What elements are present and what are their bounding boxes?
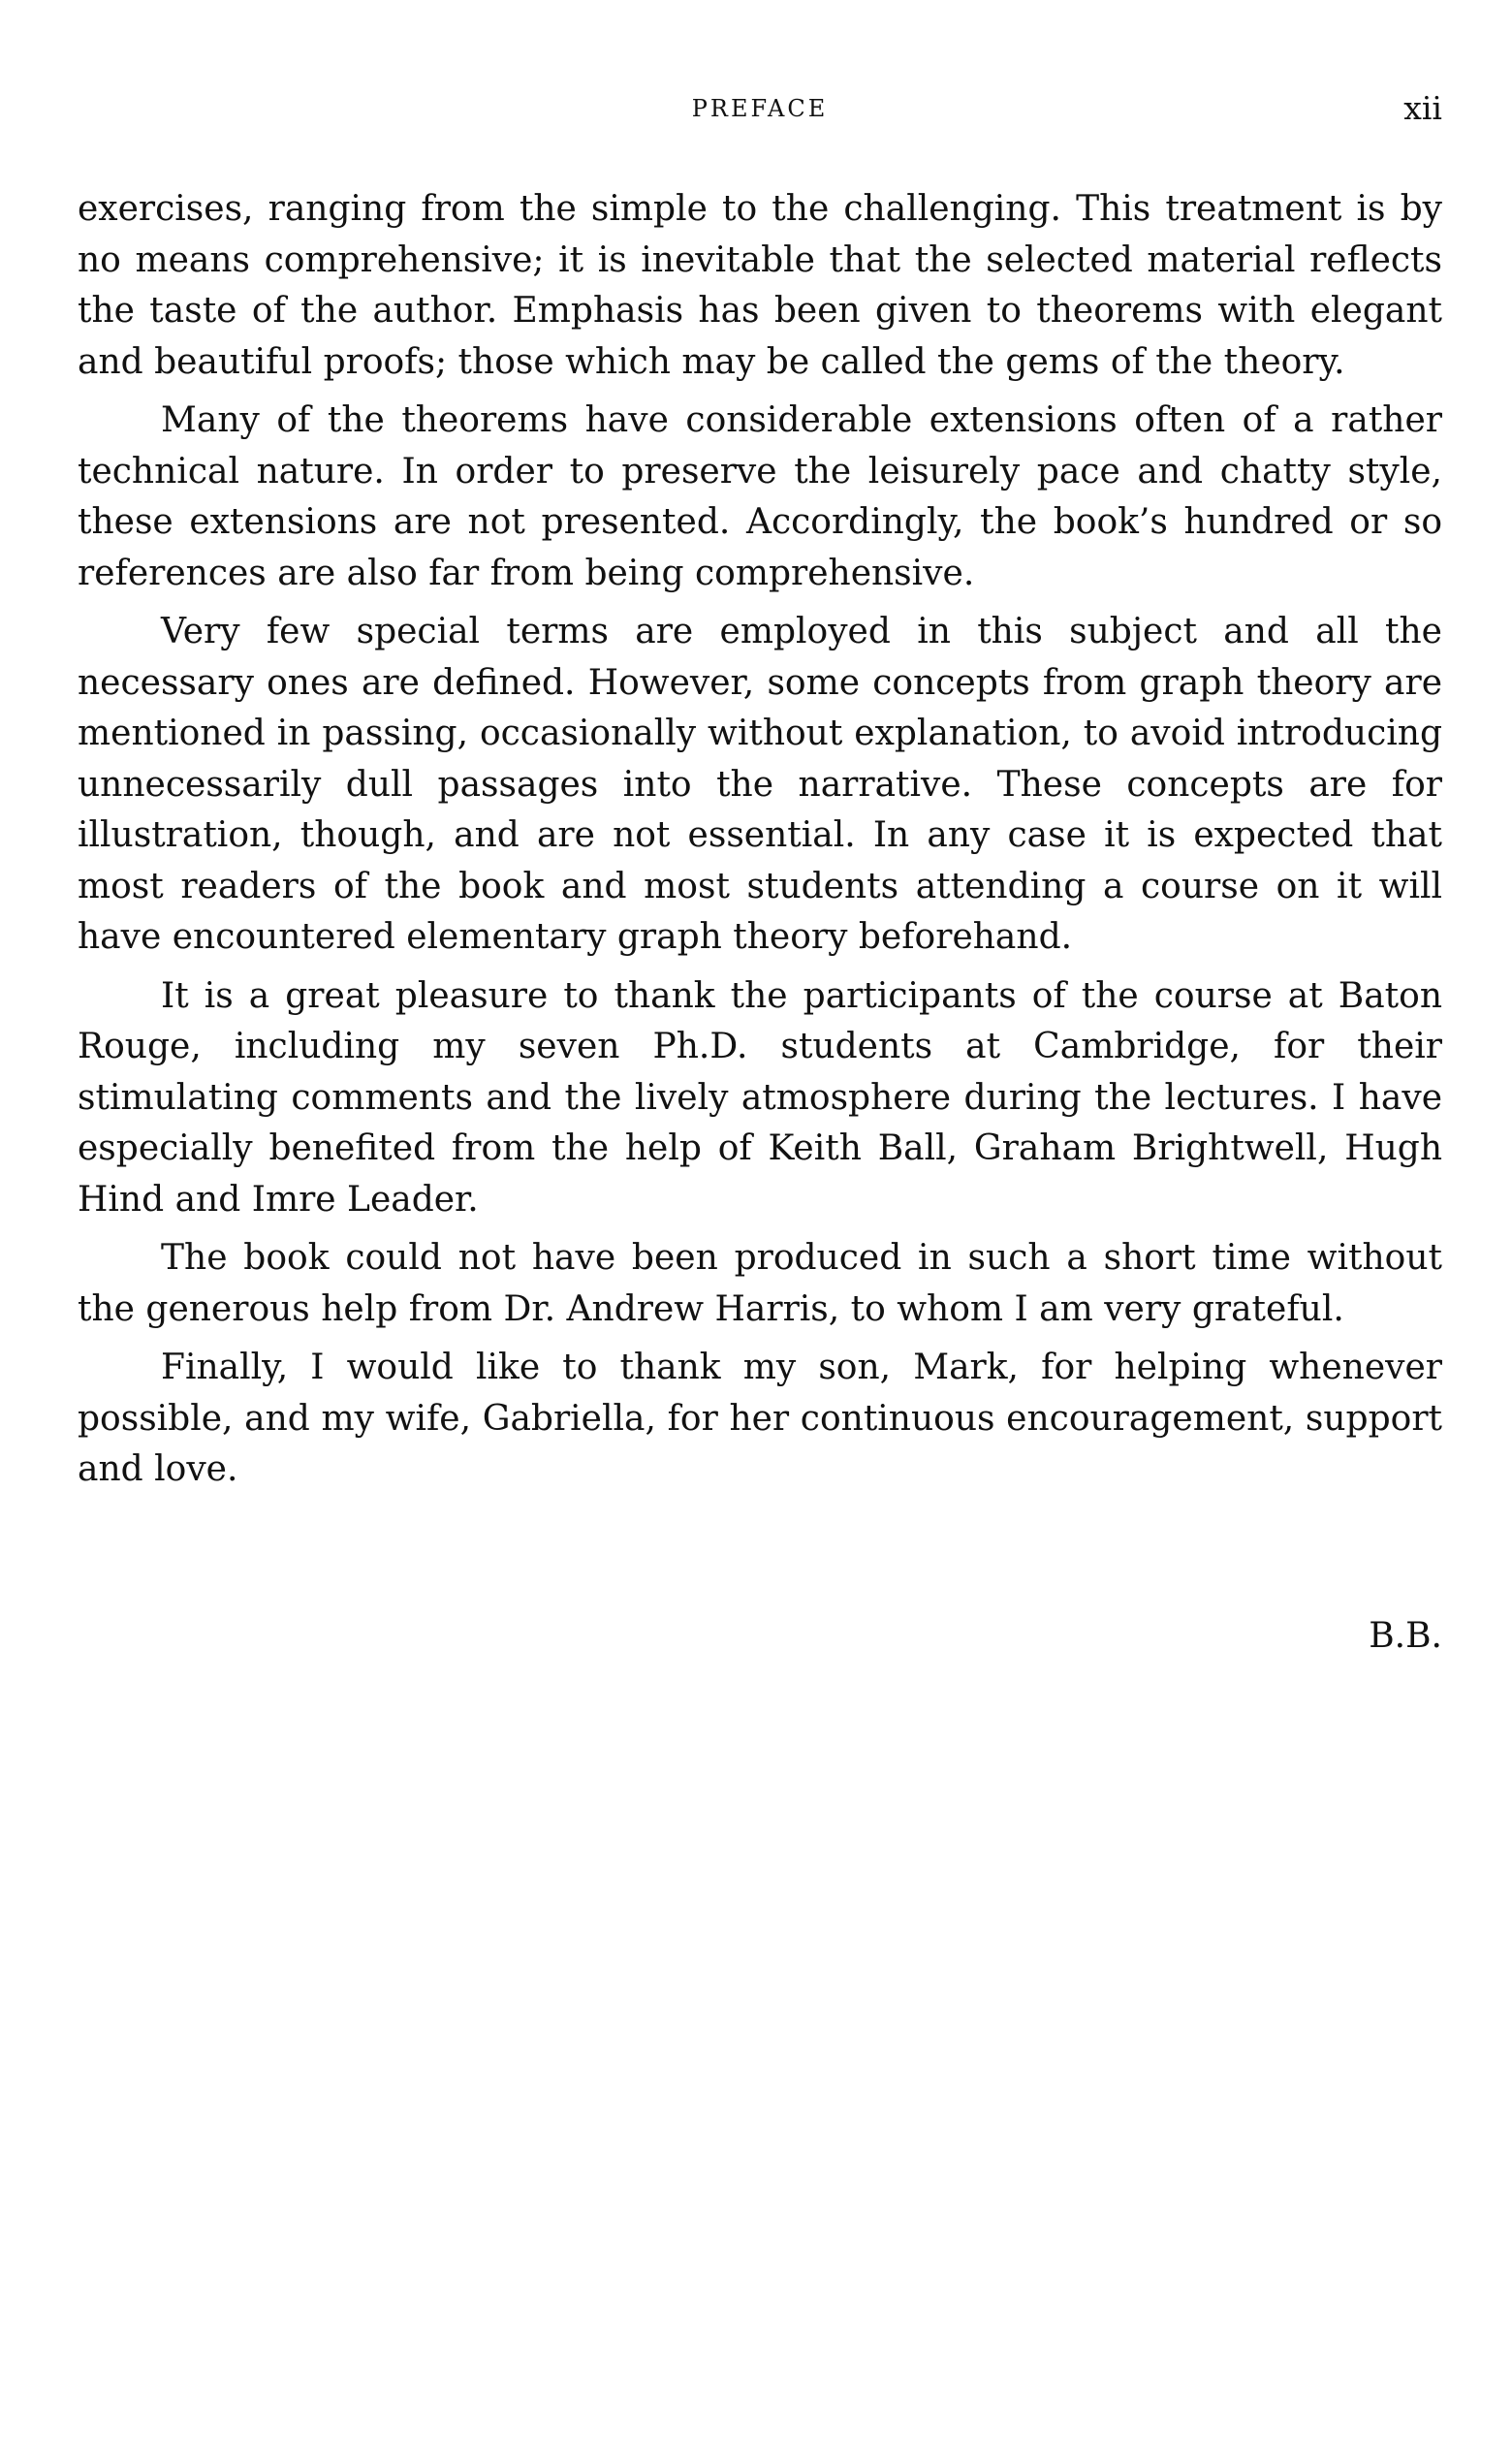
running-head — [78, 89, 1442, 128]
paragraph-continuation: exercises, ranging from the simple to the challenging. This treatment is by no means comprehensive; it is inevitable that the selected material reflects the taste of the author. Emphasis has been given to theorems with elegant and beautiful proofs; those which may be called the gems of the theory. — [78, 189, 1442, 382]
paragraph-production-thanks: The book could not have been produced in such a short time without the generous help from Dr. Andrew Harris, to whom I am very grateful. — [78, 1238, 1442, 1329]
paragraph-theorem-extensions: Many of the theorems have considerable extensions often of a rather technical nature. In order to preserve the leisurely pace and chatty style, these extensions are not presented. Accordingly, the book’s hundred or so references are also far from being comprehensive. — [78, 400, 1442, 593]
preface-body — [78, 184, 1442, 1504]
paragraph-acknowledgements: It is a great pleasure to thank the participants of the course at Baton Rouge, including my seven Ph.D. students at Cambridge, for their stimulating comments and the lively atmosphere during the lectures. I have especially benefited from the help of Keith Ball, Graham Brightwell, Hugh Hind and Imre Leader. — [78, 975, 1442, 1220]
page-number: xii — [1403, 89, 1442, 127]
running-title: PREFACE — [691, 95, 829, 122]
author-signature: B.B. — [1369, 1616, 1442, 1656]
paragraph-family-thanks: Finally, I would like to thank my son, Mark, for helping whenever possible, and my wife, Gabriella, for her continuous encouragement, support and love. — [78, 1348, 1442, 1489]
paragraph-special-terms: Very few special terms are employed in this subject and all the necessary ones are defined. However, some concepts from graph theory are mentioned in passing, occasionally without explanation, to avoid introducing unnecessarily dull passages into the narrative. These concepts are for illustration, though, and are not essential. In any case it is expected that most readers of the book and most students attending a course on it will have encountered elementary graph theory beforehand. — [78, 612, 1442, 957]
